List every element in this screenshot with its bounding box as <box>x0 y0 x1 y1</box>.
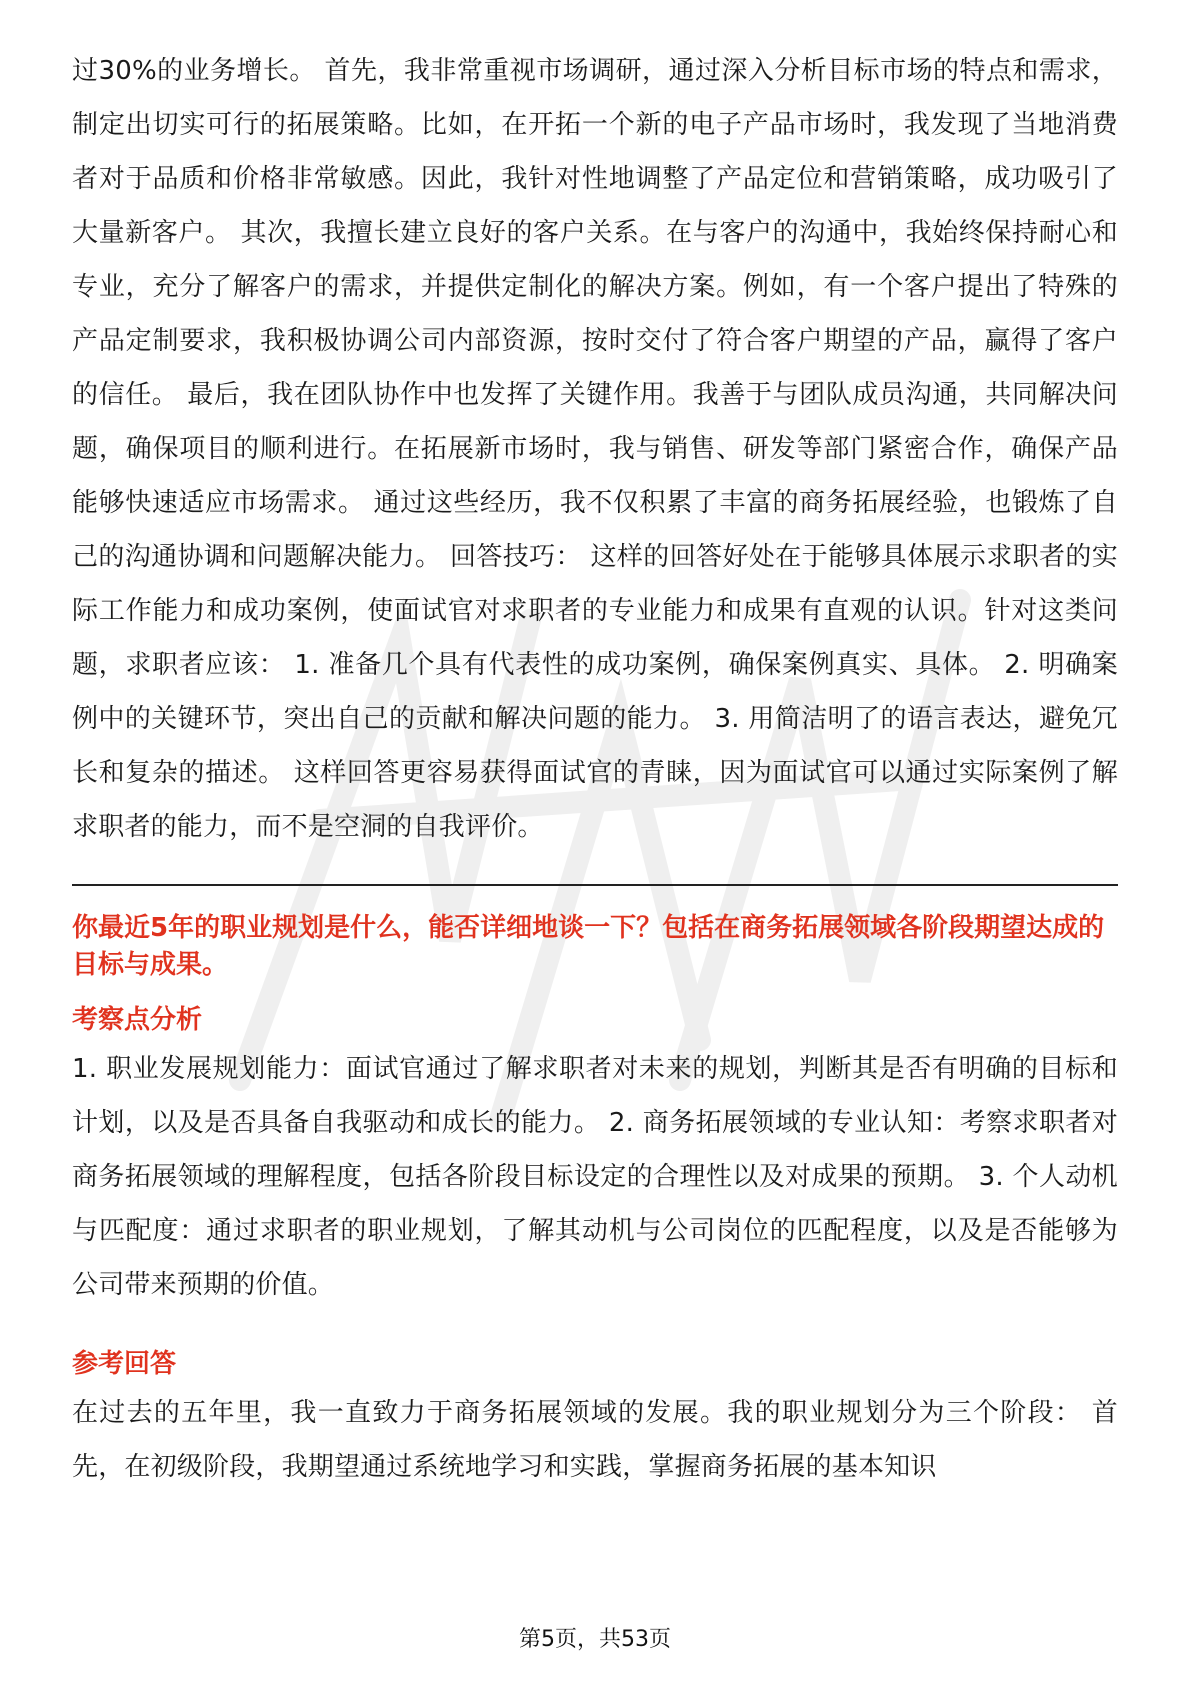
analysis-paragraph: 1. 职业发展规划能力：面试官通过了解求职者对未来的规划，判断其是否有明确的目标和计划，以及是否具备自我驱动和成长的能力。 2. 商务拓展领域的专业认知：考察求职者对商务拓展领域的理解程度，包括各阶段目标设定的合理性以及对成果的预期。 3. 个人动机与匹配度：通过求职者的职业规划，了解其动机与公司岗位的匹配程度，以及是否能够为公司带来预期的价值。 <box>72 1054 1118 1300</box>
page-number-footer: 第5页，共53页 <box>519 1627 671 1652</box>
answer-paragraph: 过30%的业务增长。 首先，我非常重视市场调研，通过深入分析目标市场的特点和需求，制定出切实可行的拓展策略。比如，在开拓一个新的电子产品市场时，我发现了当地消费者对于品质和价格非常敏感。因此，我针对性地调整了产品定位和营销策略，成功吸引了大量新客户。 其次，我擅长建立良好的客户关系。在与客户的沟通中，我始终保持耐心和专业，充分了解客户的需求，并提供定制化的解决方案。例如，有一个客户提出了特殊的产品定制要求，我积极协调公司内部资源，按时交付了符合客户期望的产品，赢得了客户的信任。 最后，我在团队协作中也发挥了关键作用。我善于与团队成员沟通，共同解决问题，确保项目的顺利进行。在拓展新市场时，我与销售、研发等部门紧密合作，确保产品能够快速适应市场需求。 通过这些经历，我不仅积累了丰富的商务拓展经验，也锻炼了自己的沟通协调和问题解决能力。 回答技巧： 这样的回答好处在于能够具体展示求职者的实际工作能力和成功案例，使面试官对求职者的专业能力和成果有直观的认识。针对这类问题，求职者应该： 1. 准备几个具有代表性的成功案例，确保案例真实、具体。 2. 明确案例中的关键环节，突出自己的贡献和解决问题的能力。 3. 用简洁明了的语言表达，避免冗长和复杂的描述。 这样回答更容易获得面试官的青睐，因为面试官可以通过实际案例了解求职者的能力，而不是空洞的自我评价。 <box>72 56 1118 842</box>
reference-answer-paragraph: 在过去的五年里，我一直致力于商务拓展领域的发展。我的职业规划分为三个阶段： 首先，在初级阶段，我期望通过系统地学习和实践，掌握商务拓展的基本知识 <box>72 1398 1118 1482</box>
page-content <box>72 44 1118 1494</box>
analysis-heading: 考察点分析 <box>72 1005 203 1035</box>
section-divider <box>72 884 1118 886</box>
reference-answer-heading: 参考回答 <box>72 1349 177 1379</box>
interview-question: 你最近5年的职业规划是什么，能否详细地谈一下？包括在商务拓展领域各阶段期望达成的目标与成果。 <box>72 913 1105 980</box>
